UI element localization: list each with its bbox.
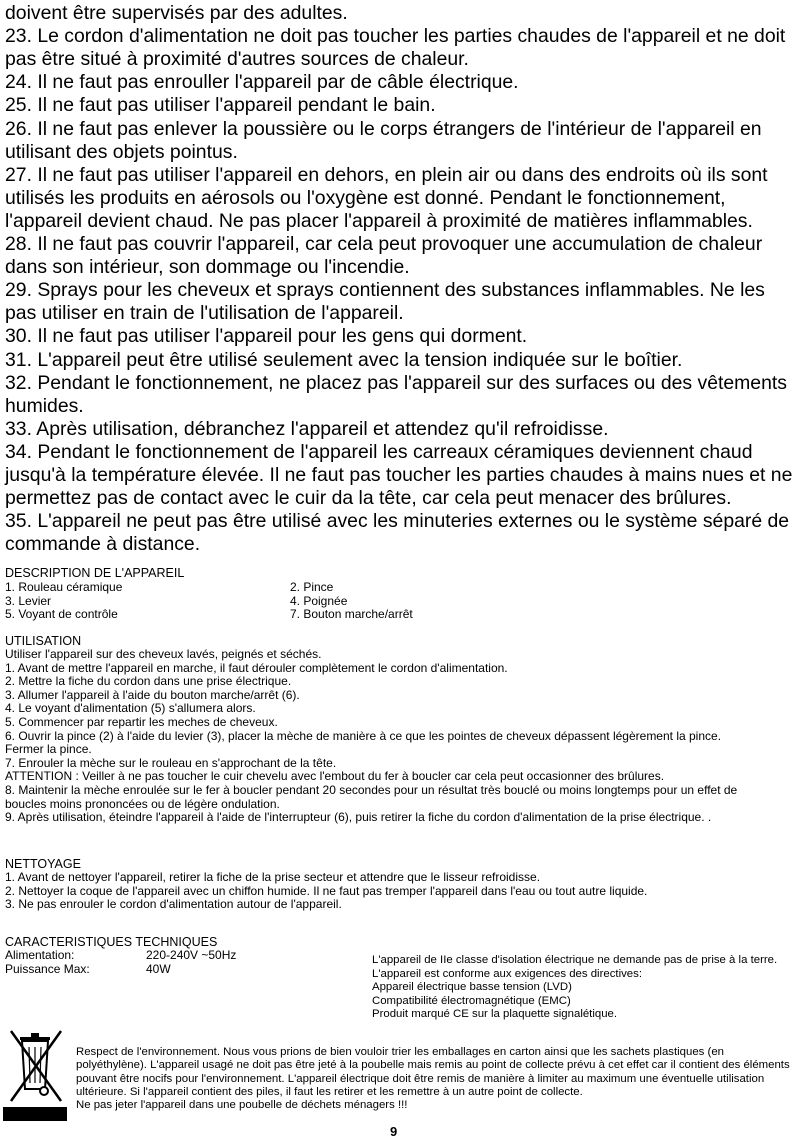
utilisation-line: 8. Maintenir la mèche enroulée sur le fer à boucler pendant 20 secondes pour un résultat très bouclé ou moins longtemps pour un effet de xyxy=(5,782,738,797)
safety-line: commande à distance. xyxy=(5,533,201,556)
environment-line: ultérieure. Si l'appareil contient des piles, il faut les retirer et les remettre à un autre point de collecte. xyxy=(76,1085,583,1098)
safety-line: 30. Il ne faut pas utiliser l'appareil pour les gens qui dorment. xyxy=(5,325,528,348)
environment-line: Ne pas jeter l'appareil dans une poubelle de déchets ménagers !!! xyxy=(76,1099,408,1112)
utilisation-line: 9. Après utilisation, éteindre l'appareil à l'aide de l'interrupteur (6), puis retirer la fiche du cordon d'alimentation de la prise électrique. . xyxy=(5,810,712,825)
safety-line: permettez pas de contact avec le cuir da la tête, car cela peut menacer des brûlures. xyxy=(5,487,732,510)
specs-title: CARACTERISTIQUES TECHNIQUES xyxy=(5,935,218,949)
safety-line: 26. Il ne faut pas enlever la poussière ou le corps étrangers de l'intérieur de l'appareil en xyxy=(5,117,762,140)
spec-label: Alimentation: xyxy=(5,948,75,962)
description-item: 7. Bouton marche/arrêt xyxy=(290,607,413,622)
safety-line: 25. Il ne faut pas utiliser l'appareil pendant le bain. xyxy=(5,94,436,117)
safety-line: 32. Pendant le fonctionnement, ne placez pas l'appareil sur des surfaces ou des vêtements xyxy=(5,371,787,394)
description-title: DESCRIPTION DE L'APPAREIL xyxy=(5,566,185,580)
description-item: 2. Pince xyxy=(290,580,334,594)
environment-line: pouvant être nocifs pour l'environnement. L'appareil électrique doit être remis de manière à limiter au maximum une éventuelle utilisation xyxy=(76,1072,765,1085)
conformity-line: L'appareil est conforme aux exigences des directives: xyxy=(372,967,642,980)
description-item: 4. Poignée xyxy=(290,593,348,608)
conformity-line: L'appareil de IIe classe d'isolation électrique ne demande pas de prise à la terre. xyxy=(372,954,778,966)
safety-line: 34. Pendant le fonctionnement de l'appareil les carreaux céramiques deviennent chaud xyxy=(5,440,753,463)
safety-line: pas être situé à proximité d'autres sources de chaleur. xyxy=(5,48,469,71)
utilisation-line: 6. Ouvrir la pince (2) à l'aide du levier (3), placer la mèche de manière à ce que les pointes de cheveux dépassent légèrement la pince. xyxy=(5,728,722,743)
safety-line: pas utiliser en train de l'utilisation de l'appareil. xyxy=(5,302,404,325)
description-item: 1. Rouleau céramique xyxy=(5,580,123,594)
utilisation-line: 3. Allumer l'appareil à l'aide du bouton marche/arrêt (6). xyxy=(5,687,300,702)
description-right-column xyxy=(290,581,413,622)
utilisation-line: 1. Avant de mettre l'appareil en marche, il faut dérouler complètement le cordon d'alimentation. xyxy=(5,660,508,675)
environment-line: Respect de l'environnement. Nous vous prions de bien vouloir trier les emballages en carton ainsi que les sachets plastiques (en xyxy=(76,1046,725,1058)
nettoyage-section xyxy=(5,857,647,912)
safety-line: 24. Il ne faut pas enrouller l'appareil par de câble électrique. xyxy=(5,71,519,94)
description-section xyxy=(5,566,184,580)
safety-line: utilisés les produits en aérosols ou l'oxygène est donné. Pendant le fonctionnement, xyxy=(5,186,726,209)
safety-line: doivent être supervisés par des adultes. xyxy=(5,2,348,24)
conformity-line: Appareil électrique basse tension (LVD) xyxy=(372,981,572,994)
crossed-out-wheelie-bin-icon xyxy=(3,1023,67,1123)
safety-line: dans son intérieur, son dommage ou l'incendie. xyxy=(5,256,410,279)
conformity-notes xyxy=(372,954,777,1022)
spec-value: 220-240V ~50Hz xyxy=(146,948,237,962)
safety-line: utilisant des objets pointus. xyxy=(5,140,238,163)
utilisation-line: boucles moins prononcées ou de légère ondulation. xyxy=(5,796,280,811)
nettoyage-line: 3. Ne pas enrouler le cordon d'alimentation autour de l'appareil. xyxy=(5,897,342,912)
spec-label: Puissance Max: xyxy=(5,961,90,976)
description-item: 3. Levier xyxy=(5,593,52,608)
description-item: 5. Voyant de contrôle xyxy=(5,607,118,622)
safety-line: humides. xyxy=(5,394,84,417)
safety-line: 27. Il ne faut pas utiliser l'appareil en dehors, en plein air ou dans des endroits où ils sont xyxy=(5,163,768,186)
page-number: 9 xyxy=(390,1124,398,1139)
spec-value: 40W xyxy=(146,961,171,976)
utilisation-line: 2. Mettre la fiche du cordon dans une prise électrique. xyxy=(5,674,292,689)
safety-line: 35. L'appareil ne peut pas être utilisé avec les minuteries externes ou le système séparé de xyxy=(5,510,790,533)
utilisation-line: 5. Commencer par repartir les meches de cheveux. xyxy=(5,714,278,729)
safety-line: 29. Sprays pour les cheveux et sprays contiennent des substances inflammables. Ne les xyxy=(5,279,765,302)
safety-line: 33. Après utilisation, débranchez l'appareil et attendez qu'il refroidisse. xyxy=(5,417,609,440)
utilisation-line: 4. Le voyant d'alimentation (5) s'allumera alors. xyxy=(5,701,256,716)
conformity-line: Compatibilité électromagnétique (EMC) xyxy=(372,994,571,1007)
safety-line: jusqu'à la température élevée. Il ne faut pas toucher les parties chaudes à mains nues et ne xyxy=(5,464,793,486)
description-left-column xyxy=(5,581,122,622)
environment-notice xyxy=(76,1046,790,1112)
safety-line: 28. Il ne faut pas couvrir l'appareil, car cela peut provoquer une accumulation de chaleur xyxy=(5,233,763,255)
specs-section xyxy=(5,935,237,977)
utilisation-line: 7. Enrouler la mèche sur le rouleau en s'approchant de la tête. xyxy=(5,755,337,770)
utilisation-section xyxy=(5,634,737,825)
utilisation-line: Fermer la pince. xyxy=(5,742,92,757)
safety-line: 23. Le cordon d'alimentation ne doit pas toucher les parties chaudes de l'appareil et ne doit xyxy=(5,25,786,48)
safety-line: 31. L'appareil peut être utilisé seulement avec la tension indiquée sur le boîtier. xyxy=(5,348,683,371)
utilisation-line: Utiliser l'appareil sur des cheveux lavés, peignés et séchés. xyxy=(5,647,322,661)
nettoyage-line: 1. Avant de nettoyer l'appareil, retirer la fiche de la prise secteur et attendre que le lisseur refroidisse. xyxy=(5,870,541,884)
environment-line: polyéthylène). L'appareil usagé ne doit pas être jeté à la poubelle mais remis au point de collecte prévu à cet effet car il contient des éléments xyxy=(76,1059,790,1072)
conformity-line: Produit marqué CE sur la plaquette signalétique. xyxy=(372,1008,618,1021)
nettoyage-line: 2. Nettoyer la coque de l'appareil avec un chiffon humide. Il ne faut pas tremper l'appareil dans l'eau ou tout autre liquide. xyxy=(5,883,648,898)
utilisation-line: ATTENTION : Veiller à ne pas toucher le cuir chevelu avec l'embout du fer à boucler car cela peut occasionner des brûlures. xyxy=(5,769,665,784)
utilisation-title: UTILISATION xyxy=(5,634,82,648)
safety-line: l'appareil devient chaud. Ne pas placer l'appareil à proximité de matières inflammables. xyxy=(5,209,753,232)
nettoyage-title: NETTOYAGE xyxy=(5,857,81,871)
